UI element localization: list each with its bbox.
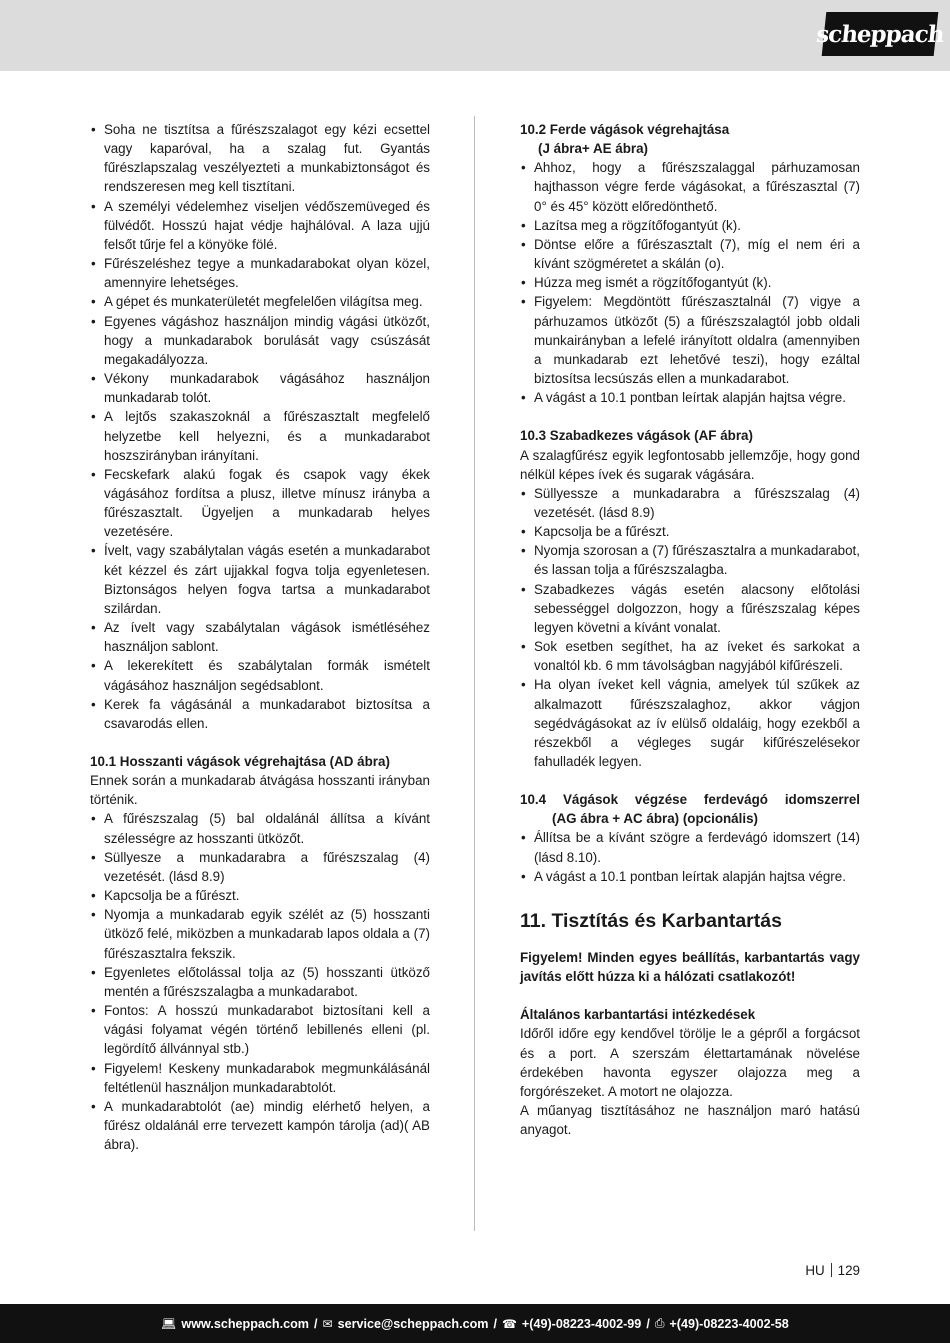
computer-icon: 💻︎ bbox=[161, 1316, 177, 1331]
footer-fax: +(49)-08223-4002-58 bbox=[669, 1316, 789, 1331]
list-item: • Az ívelt vagy szabálytalan vágások ismétléséhez használjon sablont. bbox=[90, 618, 430, 656]
section-10-2-heading-line2: (J ábra+ AE ábra) bbox=[538, 141, 649, 157]
list-item: • Soha ne tisztítsa a fűrészszalagot egy kézi ecsettel vagy kaparóval, ha a szalag fut. Gyantás fűrészlapszalag veszélyezteti a munkabiztonságot és rendszeresen meg kell tisztítani. bbox=[90, 120, 430, 197]
section-10-1-heading: 10.1 Hosszanti vágások végrehajtása (AD ábra) bbox=[90, 754, 390, 769]
list-item: • Sok esetben segíthet, ha az íveket és sarkokat a vonaltól kb. 6 mm távolságban nagyjából kifűrészeli. bbox=[520, 637, 860, 675]
section-10-2-bullet-list bbox=[520, 158, 860, 407]
list-item: • Süllyessze a munkadarabra a fűrészszalag (4) vezetését. (lásd 8.9) bbox=[520, 484, 860, 522]
list-item: • A munkadarabtolót (ae) mindig elérhető helyen, a fűrész oldalánál erre tervezett kampón tárolja (ad)( AB ábra). bbox=[90, 1097, 430, 1154]
footer-website-link[interactable]: www.scheppach.com bbox=[181, 1316, 310, 1331]
list-item: • Kapcsolja be a fűrészt. bbox=[90, 886, 430, 905]
list-item: • Süllyesze a munkadarabra a fűrészszalag (4) vezetését. (lásd 8.9) bbox=[90, 848, 430, 886]
maintenance-paragraph-2: A műanyag tisztításához ne használjon maró hatású anyagot. bbox=[520, 1103, 860, 1138]
page-number-value: 129 bbox=[837, 1263, 860, 1278]
section-10-3-intro: A szalagfűrész egyik legfontosabb jellemzője, hogy gond nélkül képes ívek és sugarak vágására. bbox=[520, 447, 860, 482]
maintenance-subheading: Általános karbantartási intézkedések bbox=[520, 1007, 756, 1023]
footer-separator: / bbox=[314, 1316, 318, 1331]
list-item: • Figyelem! Keskeny munkadarabok megmunkálásánál feltétlenül használjon munkadarabtolót. bbox=[90, 1059, 430, 1097]
section-10-4-heading-line2: (AG ábra + AC ábra) (opcionális) bbox=[552, 811, 758, 827]
section-10-3-heading: 10.3 Szabadkezes vágások (AF ábra) bbox=[520, 428, 753, 444]
list-item: • Ívelt, vagy szabálytalan vágás esetén a munkadarabot két kézzel és zárt ujjakkal fogva tolja egyenletesen. Biztonságos helyen fogva tartsa a munkadarabot szilárdan. bbox=[90, 541, 430, 618]
page-number bbox=[790, 1263, 860, 1278]
section-11-heading: 11. Tisztítás és Karbantartás bbox=[520, 909, 782, 932]
list-item: • Nyomja a munkadarab egyik szélét az (5) hosszanti ütköző felé, miközben a munkadarab lapos oldala a (7) fűrészasztalra fekszik. bbox=[90, 905, 430, 962]
list-item: • A gépet és munkaterületét megfelelően világítsa meg. bbox=[90, 292, 430, 311]
footer-separator: / bbox=[646, 1316, 650, 1331]
list-item: • Egyenes vágáshoz használjon mindig vágási ütközőt, hogy a munkadarabok borulását vagy csúszását megakadályozza. bbox=[90, 312, 430, 369]
list-item: • A lekerekített és szabálytalan formák ismételt vágásához használjon segédsablont. bbox=[90, 656, 430, 694]
scheppach-logo bbox=[815, 12, 945, 56]
page-language: HU bbox=[805, 1263, 825, 1278]
fax-icon: ⎙ bbox=[654, 1316, 665, 1330]
footer-email-link[interactable]: service@scheppach.com bbox=[337, 1316, 489, 1331]
list-item: • Döntse előre a fűrészasztalt (7), míg el nem éri a kívánt szögméretet a skálán (o). bbox=[520, 235, 860, 273]
section-10-4-bullet-list bbox=[520, 828, 860, 885]
list-item: • Állítsa be a kívánt szögre a ferdevágó idomszert (14) (lásd 8.10). bbox=[520, 828, 860, 866]
list-item: • Kerek fa vágásánál a munkadarabot biztosítsa a csavarodás ellen. bbox=[90, 695, 430, 733]
list-item: • Fontos: A hosszú munkadarabot biztosítani kell a vágási folyamat végén történő lebillenés elleni (pl. legördítő állvánnyal stb.) bbox=[90, 1001, 430, 1058]
right-column bbox=[520, 120, 860, 1139]
section-10-2-heading bbox=[520, 120, 860, 158]
list-item: • Egyenletes előtolással tolja az (5) hosszanti ütköző mentén a fűrészszalagba a munkadarabot. bbox=[90, 963, 430, 1001]
section-10-2-heading-line1: 10.2 Ferde vágások végrehajtása bbox=[520, 122, 730, 137]
safety-bullet-list bbox=[90, 120, 430, 733]
list-item: • Lazítsa meg a rögzítőfogantyút (k). bbox=[520, 216, 860, 235]
list-item: • A fűrészszalag (5) bal oldalánál állítsa a kívánt szélességre az hosszanti ütközőt. bbox=[90, 809, 430, 847]
list-item: • Ha olyan íveket kell vágnia, amelyek túl szűkek az alkalmazott fűrészszalaghoz, akkor vágjon segédvágásokat az ív elülső oldaláig, hogy ezekből a részekből a végleges sugár kifűrészelésekor fahulladék legyen. bbox=[520, 675, 860, 771]
list-item: • Kapcsolja be a fűrészt. bbox=[520, 522, 860, 541]
section-11-warning: Figyelem! Minden egyes beállítás, karbantartás vagy javítás előtt húzza ki a hálózati csatlakozót! bbox=[520, 949, 860, 985]
list-item: • A vágást a 10.1 pontban leírtak alapján hajtsa végre. bbox=[520, 388, 860, 407]
section-10-4-heading bbox=[520, 790, 860, 828]
list-item: • Fűrészeléshez tegye a munkadarabokat olyan közel, amennyire lehetséges. bbox=[90, 254, 430, 292]
footer-phone: +(49)-08223-4002-99 bbox=[521, 1316, 642, 1331]
logo-text: scheppach bbox=[815, 20, 945, 48]
section-10-1-bullet-list bbox=[90, 809, 430, 1154]
section-10-1-intro: Ennek során a munkadarab átvágása hosszanti irányban történik. bbox=[90, 773, 430, 808]
list-item: • A személyi védelemhez viseljen védőszemüveged és fülvédőt. Hosszú hajat védje hajhálóval. A laza ujjú felsőt tűrje fel a könyöke fölé. bbox=[90, 197, 430, 254]
phone-icon: ☎︎ bbox=[501, 1316, 517, 1331]
column-divider bbox=[474, 116, 475, 1231]
list-item: • A lejtős szakaszoknál a fűrészasztalt megfelelő helyzetbe kell helyezni, és a munkadarabot hoszszirányban irányítani. bbox=[90, 407, 430, 464]
maintenance-paragraph-1: Időről időre egy kendővel törölje le a gépről a forgácsot és a port. A szerszám élettartamának növelése érdekében havonta egyszer olajozza meg a forgórészeket. A motort ne olajozza. bbox=[520, 1026, 860, 1099]
list-item: • Húzza meg ismét a rögzítőfogantyút (k). bbox=[520, 273, 860, 292]
list-item: • Szabadkezes vágás esetén alacsony előtolási sebességgel dolgozzon, hogy a fűrészszalag képes legyen követni a kívánt vonalat. bbox=[520, 580, 860, 637]
email-icon: ✉︎ bbox=[322, 1316, 333, 1331]
list-item: • Fecskefark alakú fogak és csapok vagy ékek vágásához fordítsa a plusz, illetve mínusz irányba a fűrészasztalt. Ügyeljen a munkadarab helyes vezetésére. bbox=[90, 465, 430, 542]
list-item: • Figyelem: Megdöntött fűrészasztalnál (7) vigye a párhuzamos ütközőt (5) a fűrészszalagtól jobb oldali munkairányban a lefelé irányított oldalra (amennyiben a munkadarab ezt lehetővé teszi), hogy ezáltal biztosítsa lecsúszás ellen a munkadarabot. bbox=[520, 292, 860, 388]
section-10-3-bullet-list bbox=[520, 484, 860, 771]
footer-contact-bar bbox=[0, 1304, 950, 1343]
list-item: • Ahhoz, hogy a fűrészszalaggal párhuzamosan hajthasson végre ferde vágásokat, a fűrészasztal (7) 0° és 45° között előredönthető. bbox=[520, 158, 860, 215]
list-item: • Vékony munkadarabok vágásához használjon munkadarab tolót. bbox=[90, 369, 430, 407]
section-10-4-heading-line1: 10.4 Vágások végzése ferdevágó idomszerrel bbox=[520, 792, 860, 808]
header-band bbox=[0, 0, 950, 71]
list-item: • Nyomja szorosan a (7) fűrészasztalra a munkadarabot, és lassan tolja a fűrészszalagba. bbox=[520, 541, 860, 579]
footer-separator: / bbox=[493, 1316, 497, 1331]
left-column bbox=[90, 120, 430, 1154]
list-item: • A vágást a 10.1 pontban leírtak alapján hajtsa végre. bbox=[520, 867, 860, 886]
page-number-separator bbox=[831, 1263, 832, 1277]
